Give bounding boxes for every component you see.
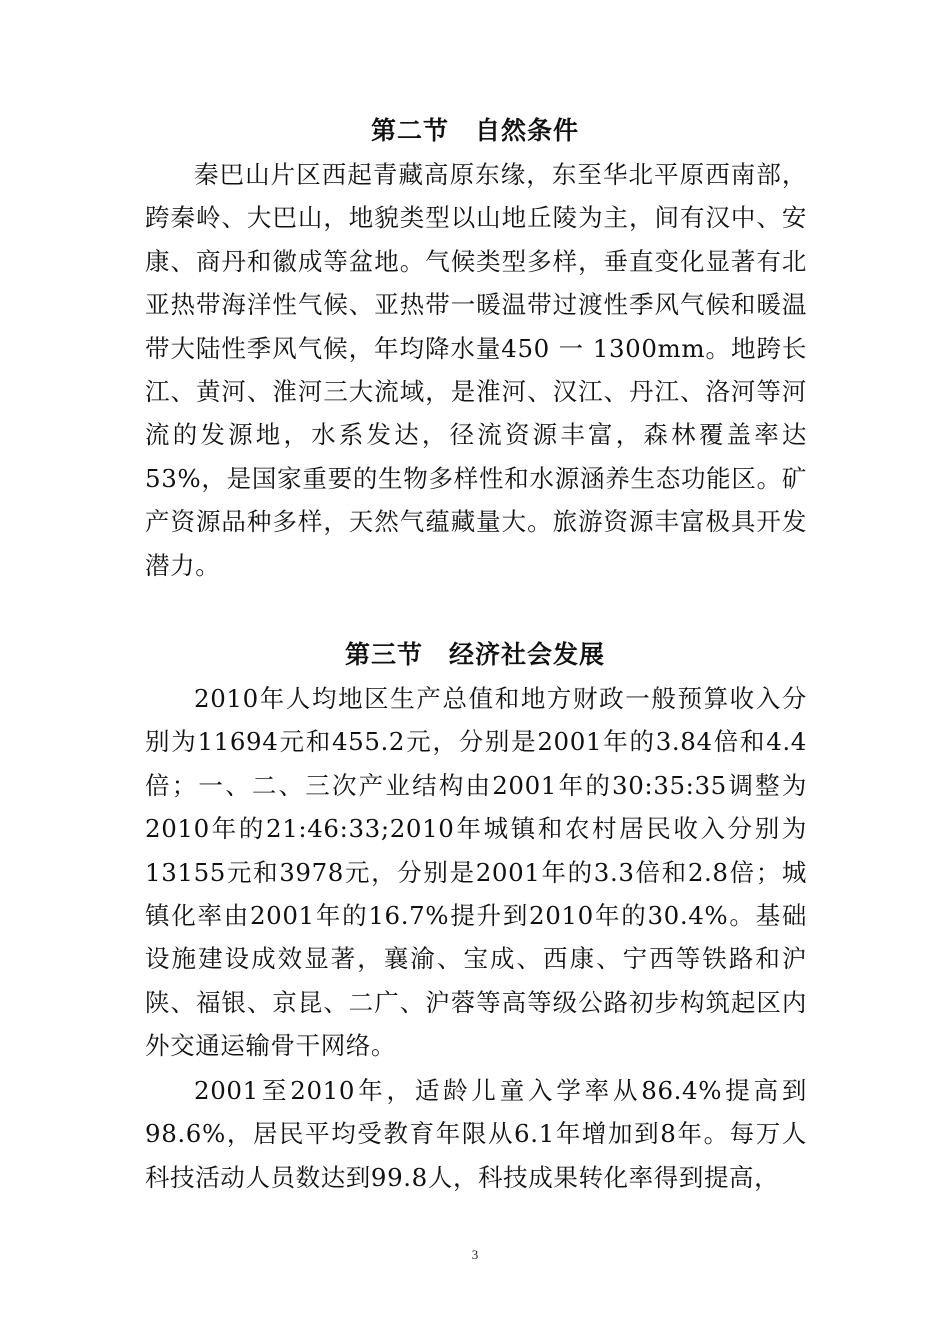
- section-title-economic-social-development: 第三节 经济社会发展: [344, 640, 605, 669]
- page-number: 3: [471, 1247, 479, 1262]
- paragraph-economic-development: 2010年人均地区生产总值和地方财政一般预算收入分别为11694元和455.2元，分别是2001年的3.84倍和4.4倍；一、二、三次产业结构由2001年的30:35:35调整为2010年的21:46:33;2010年城镇和农村居民收入分别为13155元和3978元，分别是2001年的3.3倍和2.8倍；城镇化率由2001年的16.7%提升到2010年的30.4%。基础设施建设成效显著，襄渝、宝成、西康、宁西等铁路和沪陕、福银、京昆、二广、沪蓉等高等级公路初步构筑起区内外交通运输骨干网络。: [145, 684, 807, 1061]
- paragraph-education-science: 2001至2010年，适龄儿童入学率从86.4%提高到98.6%，居民平均受教育年限从6.1年增加到8年。每万人科技活动人员数达到99.8人，科技成果转化率得到提高，: [145, 1076, 807, 1192]
- paragraph-natural-conditions: 秦巴山片区西起青藏高原东缘，东至华北平原西南部，跨秦岭、大巴山，地貌类型以山地丘陵为主，间有汉中、安康、商丹和徽成等盆地。气候类型多样，垂直变化显著有北亚热带海洋性气候、亚热带一暖温带过渡性季风气候和暖温带大陆性季风气候，年均降水量450 一 1300mm。地跨长江、黄河、淮河三大流域，是淮河、汉江、丹江、洛河等河流的发源地，水系发达，径流资源丰富，森林覆盖率达53%，是国家重要的生物多样性和水源涵养生态功能区。矿产资源品种多样，天然气蕴藏量大。旅游资源丰富极具开发潜力。: [145, 160, 807, 580]
- section-title-natural-conditions: 第二节 自然条件: [370, 116, 579, 145]
